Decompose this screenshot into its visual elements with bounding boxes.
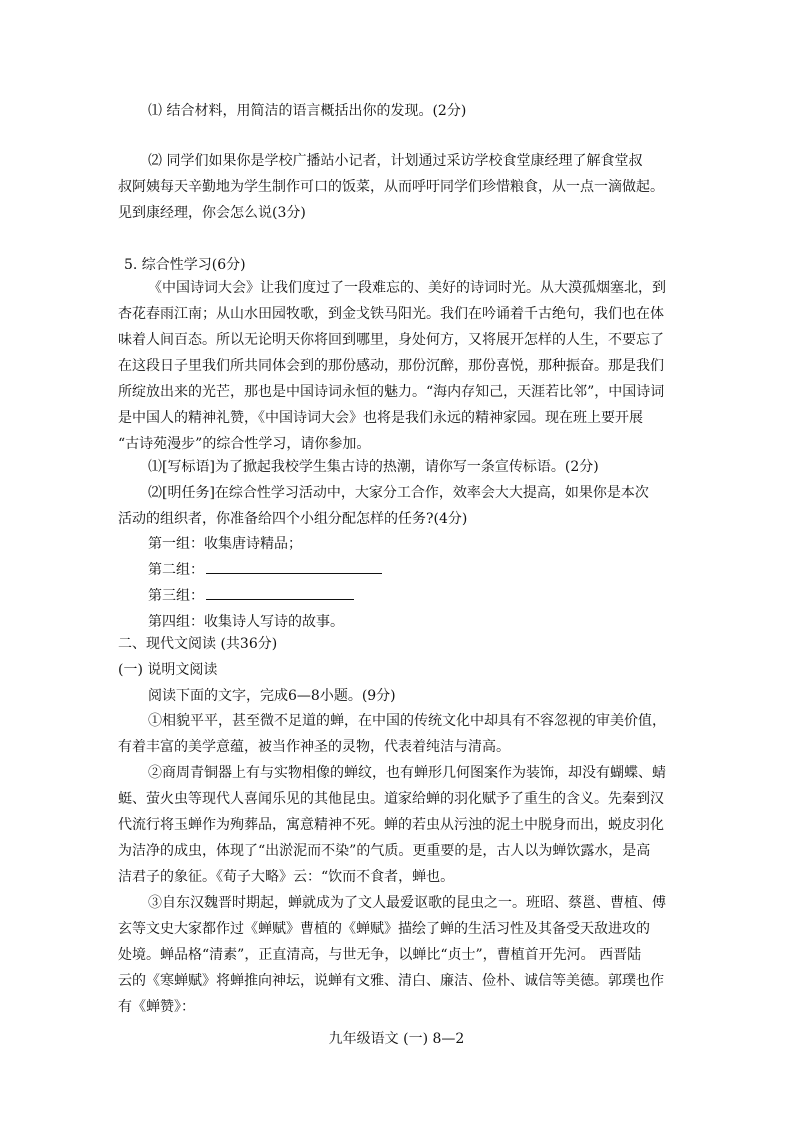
- para-3-line-4: 云的《寒蝉赋》将蝉推向神坛，说蝉有文雅、清白、廉洁、俭朴、诚信等美德。郭璞也作: [118, 973, 664, 989]
- para-1-line-2: 有着丰富的美学意蕴，被当作神圣的灵物，代表着纯洁与清高。: [118, 739, 510, 755]
- q5-passage-line-2: 杏花春雨江南；从山水田园牧歌，到金戈铁马阳光。我们在吟诵着千古绝句，我们也在体: [118, 306, 664, 322]
- group-3: [148, 583, 354, 609]
- q5-passage-line-7: “古诗苑漫步”的综合性学习，请你参加。: [118, 436, 371, 452]
- para-2-line-4: 为洁净的成虫，体现了“出淤泥而不染”的气质。更重要的是，古人以为蝉饮露水，是高: [118, 843, 651, 859]
- para-2-line-3: 代流行将玉蝉作为殉葬品，寓意精神不死。蝉的若虫从污浊的泥土中脱身而出，蜕皮羽化: [118, 817, 664, 833]
- question-5-2-line-2: 活动的组织者，你准备给四个小组分配怎样的任务?(4分): [118, 511, 468, 527]
- question-4-2-line-1: ⑵ 同学们如果你是学校广播站小记者，计划通过采访学校食堂康经理了解食堂叔: [148, 153, 643, 169]
- group-3-label: 第三组：: [148, 588, 204, 604]
- subsection-1-heading: (一) 说明文阅读: [118, 662, 218, 678]
- group-3-answer-blank[interactable]: [206, 583, 354, 600]
- para-1-line-1: ①相貌平平，甚至微不足道的蝉，在中国的传统文化中却具有不容忽视的审美价值，: [148, 713, 666, 729]
- reading-instruction: 阅读下面的文字，完成6—8小题。(9分): [148, 688, 396, 704]
- group-2-label: 第二组：: [148, 562, 204, 578]
- para-3-line-3: 处境。蝉品格“清素”，正直清高，与世无争，以蝉比“贞士”，曹植首开先河。 西晋陆: [118, 947, 642, 963]
- group-1: 第一组：收集唐诗精品；: [148, 536, 302, 552]
- question-4-2-line-3: 见到康经理，你会怎么说(3分): [118, 205, 306, 221]
- group-2: [148, 557, 382, 583]
- section-2-heading: 二、现代文阅读 (共36分): [118, 636, 278, 652]
- question-5-1: ⑴[写标语]为了掀起我校学生集古诗的热潮，请你写一条宣传标语。(2分): [148, 459, 599, 475]
- q5-passage-line-6: 是中国人的精神礼赞，《中国诗词大会》也将是我们永远的精神家园。现在班上要开展: [118, 410, 643, 426]
- question-5-2-line-1: ⑵[明任务]在综合性学习活动中，大家分工合作，效率会大大提高，如果你是本次: [148, 485, 649, 501]
- para-3-line-2: 玄等文史大家都作过《蝉赋》曹植的《蝉赋》描绘了蝉的生活习性及其备受天敌进攻的: [118, 921, 650, 937]
- page-footer: 九年级语文 (一) 8—2: [328, 1031, 465, 1047]
- para-2-line-5: 洁君子的象征。《荀子大略》云：“饮而不食者，蝉也。: [118, 869, 455, 885]
- para-2-line-2: 蜓、萤火虫等现代人喜闻乐见的其他昆虫。道家给蝉的羽化赋予了重生的含义。先秦到汉: [118, 791, 664, 807]
- group-2-answer-blank[interactable]: [206, 557, 382, 574]
- question-5-title: 5. 综合性学习(6分): [124, 257, 246, 273]
- para-2-line-1: ②商周青铜器上有与实物相像的蝉纹，也有蝉形几何图案作为装饰，却没有蝴蝶、蜻: [148, 765, 666, 781]
- q5-passage-line-5: 所绽放出来的光芒，那也是中国诗词永恒的魅力。“海内存知己，天涯若比邻”，中国诗词: [118, 384, 665, 400]
- para-3-line-1: ③自东汉魏晋时期起，蝉就成为了文人最爱讴歌的昆虫之一。班昭、蔡邕、曹植、傅: [148, 895, 666, 911]
- q5-passage-line-1: 《中国诗词大会》让我们度过了一段难忘的、美好的诗词时光。从大漠孤烟塞北，到: [148, 280, 666, 296]
- question-4-1: ⑴ 结合材料，用简洁的语言概括出你的发现。(2分): [148, 103, 467, 119]
- q5-passage-line-4: 在这段日子里我们所共同体会到的那份感动，那份沉醉，那份喜悦，那种振奋。那是我们: [118, 358, 664, 374]
- para-3-line-5: 有《蝉赞》：: [118, 999, 195, 1015]
- q5-passage-line-3: 味着人间百态。所以无论明天你将回到哪里，身处何方，又将展开怎样的人生，不要忘了: [118, 332, 664, 348]
- group-4: 第四组：收集诗人写诗的故事。: [148, 614, 344, 630]
- question-4-2-line-2: 叔阿姨每天辛勤地为学生制作可口的饭菜，从而呼吁同学们珍惜粮食，从一点一滴做起。: [118, 179, 664, 195]
